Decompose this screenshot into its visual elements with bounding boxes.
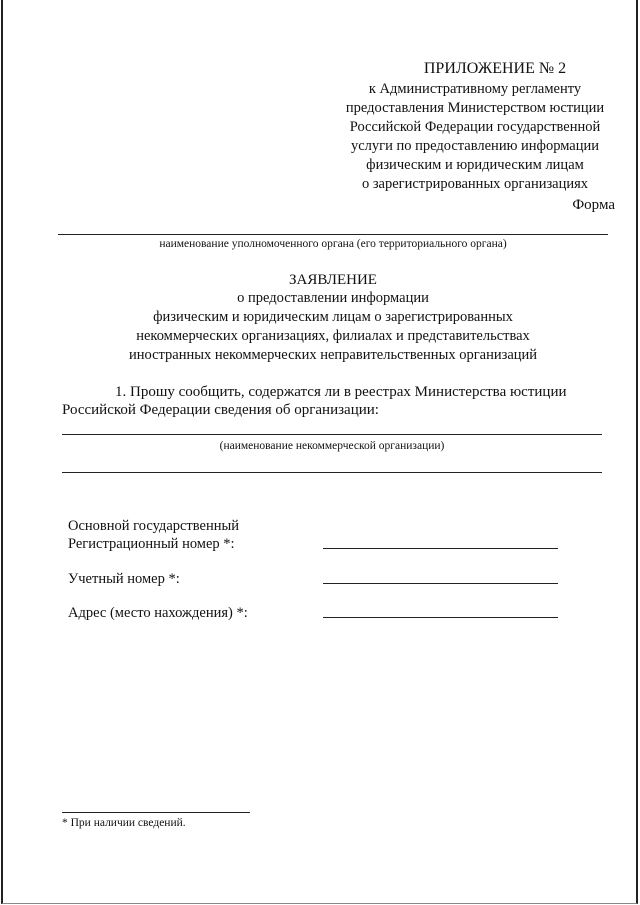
statement-line: о предоставлении информации [237,290,429,306]
authority-caption: наименование уполномоченного органа (его территориального органа) [159,238,507,250]
appendix-line: физическим и юридическим лицам [366,157,584,173]
statement-line: некоммерческих организациях, филиалах и представительствах [136,328,530,344]
account-label: Учетный номер *: [68,571,180,587]
ogrn-field[interactable] [323,548,558,549]
ogrn-label-1: Основной государственный [68,518,239,534]
statement-subtitle [58,289,608,365]
account-field[interactable] [323,583,558,584]
appendix-title: ПРИЛОЖЕНИЕ № 2 [423,60,567,77]
org-caption: (наименование некоммерческой организации) [219,440,445,452]
appendix-line: предоставления Министерством юстиции [345,100,605,116]
appendix-subtitle [320,80,630,194]
authority-underline[interactable] [58,234,608,235]
address-field[interactable] [323,617,558,618]
appendix-line: услуги по предоставлению информации [350,138,600,154]
org-name-line-2[interactable] [62,472,602,473]
appendix-line: к Административному регламенту [368,81,582,97]
paragraph1-line2: Российской Федерации сведения об организации: [62,402,379,418]
form-label: Форма [572,197,615,213]
appendix-line: Российской Федерации государственной [349,119,601,135]
statement-line: иностранных некоммерческих неправительственных организаций [128,347,538,363]
address-label: Адрес (место нахождения) *: [68,605,248,621]
ogrn-label-2: Регистрационный номер *: [68,536,235,552]
paragraph1-line1: 1. Прошу сообщить, содержатся ли в реестрах Министерства юстиции [115,384,567,400]
footnote: * При наличии сведений. [62,817,186,829]
footnote-separator [62,812,250,813]
statement-line: физическим и юридическим лицам о зарегистрированных [153,309,513,325]
statement-title: ЗАЯВЛЕНИЕ [289,272,377,288]
appendix-line: о зарегистрированных организациях [361,176,589,192]
org-name-line[interactable] [62,434,602,435]
